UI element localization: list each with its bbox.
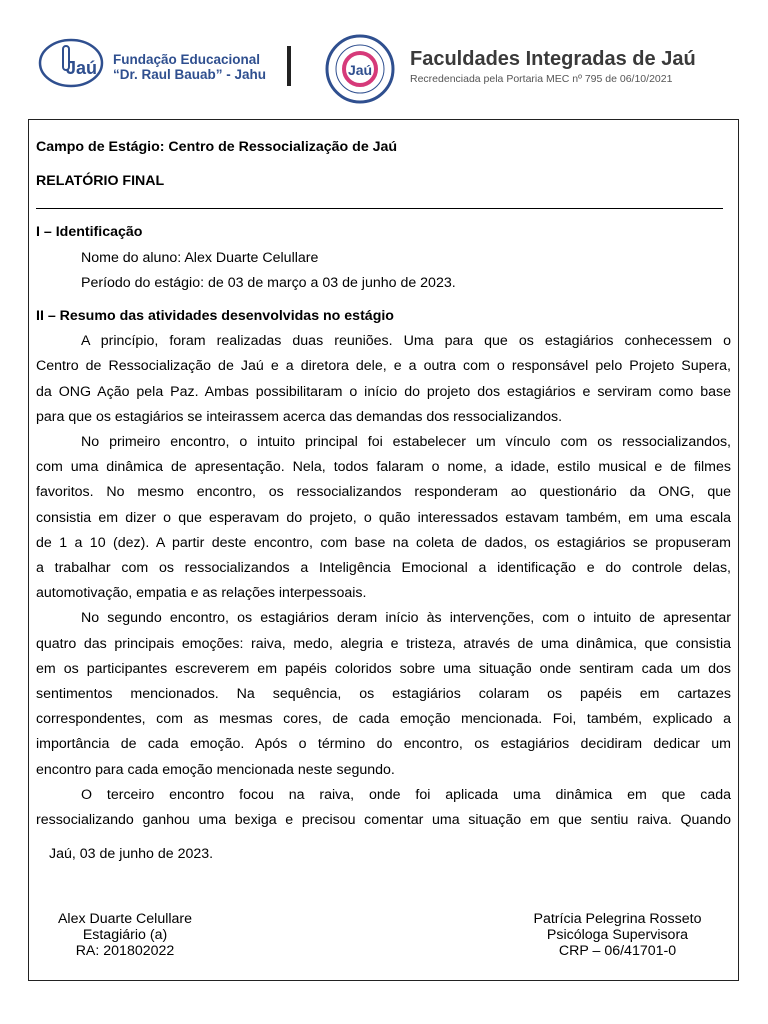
internship-period: Período do estágio: de 03 de março a 03 de junho de 2023. — [81, 274, 456, 291]
paragraph-line: para que os estagiários se inteirassem acerca das demandas dos ressocializandos. — [36, 408, 563, 425]
paragraph-line: ressocializando ganhou uma bexiga e precisou comentar uma situação em que sentiu raiva. Quando — [36, 812, 731, 829]
signature-name: Patrícia Pelegrina Rosseto — [533, 911, 702, 927]
paragraph-line: No primeiro encontro, o intuito principal foi estabelecer um vínculo com os ressocializandos, — [81, 434, 731, 451]
paragraph-line: automotivação, empatia e as relações interpessoais. — [36, 585, 367, 602]
page-header — [0, 0, 768, 110]
foundation-logo — [36, 38, 106, 88]
student-name: Nome do aluno: Alex Duarte Celullare — [81, 249, 319, 266]
paragraph-line: correspondentes, com as mesmas cores, de cada emoção mencionada. Foi, também, explicado a — [36, 711, 731, 728]
signature-id: CRP – 06/41701-0 — [558, 943, 677, 959]
paragraph-line: encontro para cada emoção mencionada neste segundo. — [36, 761, 395, 778]
faculty-subtitle: Recredenciada pela Portaria MEC nº 795 de 06/10/2021 — [410, 73, 673, 85]
report-title: RELATÓRIO FINAL — [36, 173, 165, 190]
paragraph-line: sentimentos mencionados. Na sequência, os estagiários colaram os papéis em cartazes — [36, 686, 731, 703]
section-resumo: II – Resumo das atividades desenvolvidas no estágio — [36, 308, 394, 325]
paragraph-line: favoritos. No mesmo encontro, os ressocializandos responderam ao questionário da ONG, que — [36, 484, 731, 501]
signature-supervisor — [515, 911, 720, 959]
signature-student — [40, 911, 210, 959]
signature-role: Estagiário (a) — [82, 927, 168, 943]
signature-role: Psicóloga Supervisora — [546, 927, 689, 943]
campo-estagio: Campo de Estágio: Centro de Ressocialização de Jaú — [36, 139, 398, 155]
paragraph-line: em os participantes escreverem em papéis coloridos sobre uma situação onde sentiram cada um dos — [36, 660, 731, 677]
paragraph-line: Centro de Ressocialização de Jaú e a diretora dele, e a outra com o responsável pelo Projeto Supera, — [36, 358, 731, 375]
signature-name: Alex Duarte Celullare — [57, 911, 193, 927]
foundation-name: Fundação Educacional “Dr. Raul Bauab” - Jahu — [113, 52, 267, 82]
signature-id: RA: 201802022 — [75, 943, 175, 959]
report-body — [36, 135, 731, 833]
paragraph-line: consistia em dizer o que esperavam do projeto, o quão interessados estavam também, em uma escala — [36, 509, 731, 526]
paragraph-line: quatro das principais emoções: raiva, medo, alegria e tristeza, através de uma dinâmica, que consistia — [36, 635, 731, 652]
paragraph-line: com uma dinâmica de apresentação. Nela, todos falaram o nome, a idade, estilo musical e de filmes — [36, 459, 731, 476]
faculty-seal-logo — [320, 34, 400, 104]
paragraph-line: O terceiro encontro focou na raiva, onde foi aplicada uma dinâmica em que cada — [81, 786, 731, 803]
paragraph-line: No segundo encontro, os estagiários deram início às intervenções, com o intuito de apresentar — [81, 610, 731, 627]
section-identificacao: I – Identificação — [36, 224, 143, 241]
svg-text:Jaú: Jaú — [66, 58, 98, 78]
date-line: Jaú, 03 de junho de 2023. — [49, 846, 214, 862]
faculty-title: Faculdades Integradas de Jaú — [410, 48, 696, 70]
header-divider — [287, 46, 291, 86]
svg-text:Jaú: Jaú — [347, 62, 373, 78]
paragraph-line: da ONG Ação pela Paz. Ambas possibilitaram o início do projeto dos estagiários e serviram como base — [36, 383, 731, 400]
paragraph-line: importância de cada emoção. Após o término do encontro, os estagiários decidiram dedicar um — [36, 736, 731, 753]
paragraph-line: de 1 a 10 (dez). A partir deste encontro, com base na coleta de dados, os estagiários se propuseram — [36, 534, 731, 551]
title-rule — [36, 194, 723, 209]
paragraph-line: a trabalhar com os ressocializandos a Inteligência Emocional a identificação e do controle delas, — [36, 560, 731, 577]
paragraph-line: A princípio, foram realizadas duas reuniões. Uma para que os estagiários conhecessem o — [81, 333, 731, 350]
